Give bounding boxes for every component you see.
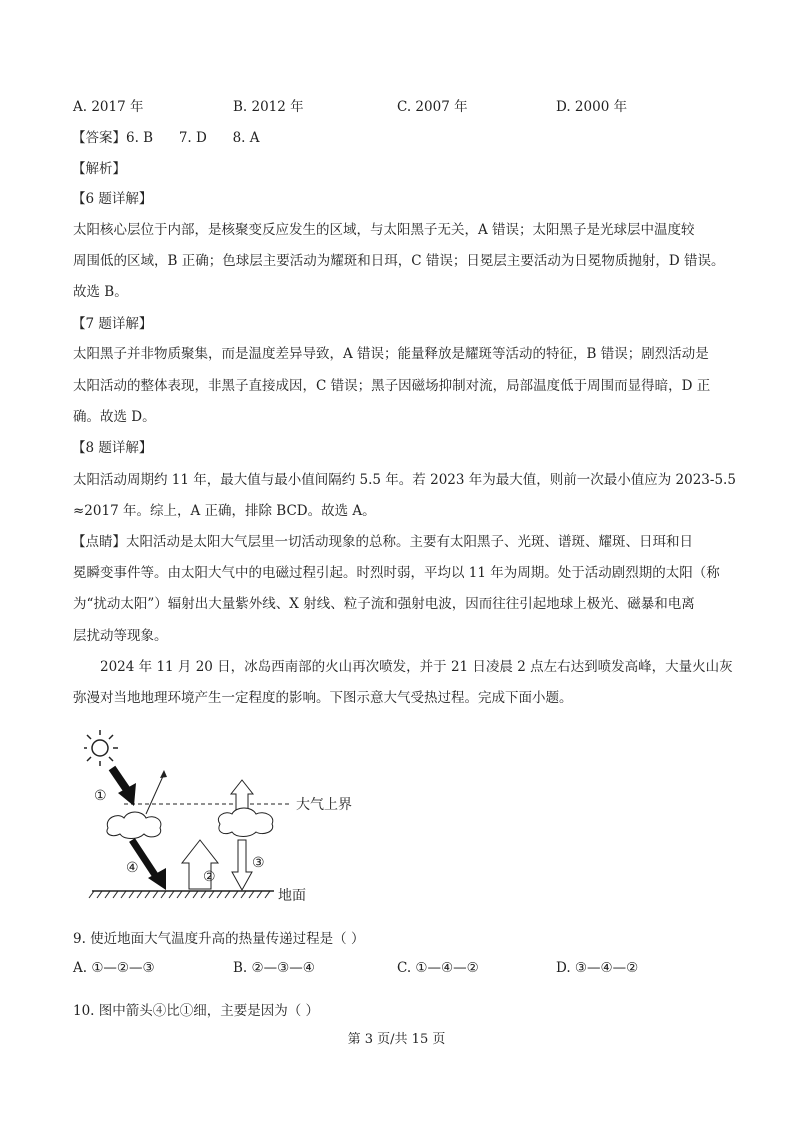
q9-option-a: A. ①—②—③ bbox=[73, 960, 155, 976]
marker-2: ② bbox=[203, 869, 216, 885]
tips-line-4: 层扰动等现象。 bbox=[73, 628, 168, 644]
q6-line-3: 故选 B。 bbox=[73, 284, 128, 300]
q8-option-b: B. 2012 年 bbox=[233, 99, 304, 115]
q6-line-2: 周围低的区域，B 正确；色球层主要活动为耀斑和日珥，C 错误；日冕层主要活动为日冕物质抛射，D 错误。 bbox=[73, 253, 725, 269]
q9-option-c: C. ①—④—② bbox=[397, 960, 479, 976]
q6-line-1: 太阳核心层位于内部，是核聚变反应发生的区域，与太阳黑子无关，A 错误；太阳黑子是光球层中温度较 bbox=[73, 222, 695, 238]
arrow-1-solar-radiation bbox=[112, 768, 136, 806]
q8-option-c: C. 2007 年 bbox=[397, 99, 468, 115]
ground-line bbox=[89, 891, 274, 898]
q7-line-3: 确。故选 D。 bbox=[73, 409, 156, 425]
page-footer: 第 3 页/共 15 页 bbox=[347, 1032, 446, 1047]
ground-label: 地面 bbox=[278, 888, 306, 904]
marker-1: ① bbox=[94, 788, 107, 804]
atmosphere-heating-diagram bbox=[84, 728, 384, 908]
analysis-label: 【解析】 bbox=[72, 161, 126, 177]
q8-line-1: 太阳活动周期约 11 年，最大值与最小值间隔约 5.5 年。若 2023 年为最大值，则前一次最小值应为 2023-5.5 bbox=[73, 472, 736, 488]
q6-title: 【6 题详解】 bbox=[72, 191, 153, 207]
q7-line-1: 太阳黑子并非物质聚集，而是温度差异导致，A 错误；能量释放是耀斑等活动的特征，B 错误；剧烈活动是 bbox=[73, 346, 709, 362]
tips-line-3: 为“扰动太阳”）辐射出大量紫外线、X 射线、粒子流和强射电波，因而往往引起地球上极光、磁暴和电离 bbox=[73, 596, 695, 612]
intro-line-1: 2024 年 11 月 20 日，冰岛西南部的火山再次喷发，并于 21 日凌晨 2 点左右达到喷发高峰，大量火山灰 bbox=[100, 659, 733, 675]
q8-line-2: ≈2017 年。综上，A 正确，排除 BCD。故选 A。 bbox=[73, 503, 376, 519]
tips-line-1: 【点睛】太阳活动是太阳大气层里一切活动现象的总称。主要有太阳黑子、光斑、谱斑、耀斑、日珥和日 bbox=[72, 534, 693, 550]
answer-line: 【答案】6. B 7. D 8. A bbox=[72, 130, 260, 146]
q9-option-d: D. ③—④—② bbox=[556, 960, 639, 976]
reflection-arrow bbox=[146, 770, 167, 814]
q8-title: 【8 题详解】 bbox=[72, 440, 153, 456]
q9-option-b: B. ②—③—④ bbox=[233, 960, 315, 976]
q8-option-a: A. 2017 年 bbox=[73, 99, 144, 115]
arrow-3-counter-radiation bbox=[232, 840, 252, 890]
atmosphere-boundary-label: 大气上界 bbox=[296, 797, 352, 813]
marker-4: ④ bbox=[126, 860, 139, 876]
q7-line-2: 太阳活动的整体表现，非黑子直接成因，C 错误；黑子因磁场抑制对流，局部温度低于周围而显得暗，D 正 bbox=[73, 378, 711, 394]
q7-title: 【7 题详解】 bbox=[72, 316, 153, 332]
q8-option-d: D. 2000 年 bbox=[556, 99, 628, 115]
tips-line-2: 冕瞬变事件等。由太阳大气中的电磁过程引起。时烈时弱，平均以 11 年为周期。处于活动剧烈期的太阳（称 bbox=[73, 565, 720, 581]
sun-icon bbox=[84, 730, 118, 766]
intro-line-2: 弥漫对当地地理环境产生一定程度的影响。下图示意大气受热过程。完成下面小题。 bbox=[73, 690, 573, 706]
cloud-right bbox=[218, 808, 272, 837]
cloud-left bbox=[107, 812, 161, 839]
marker-3: ③ bbox=[252, 855, 265, 871]
q9-stem: 9. 使近地面大气温度升高的热量传递过程是（ ） bbox=[73, 931, 365, 947]
q10-stem: 10. 图中箭头④比①细，主要是因为（ ） bbox=[73, 1003, 320, 1019]
